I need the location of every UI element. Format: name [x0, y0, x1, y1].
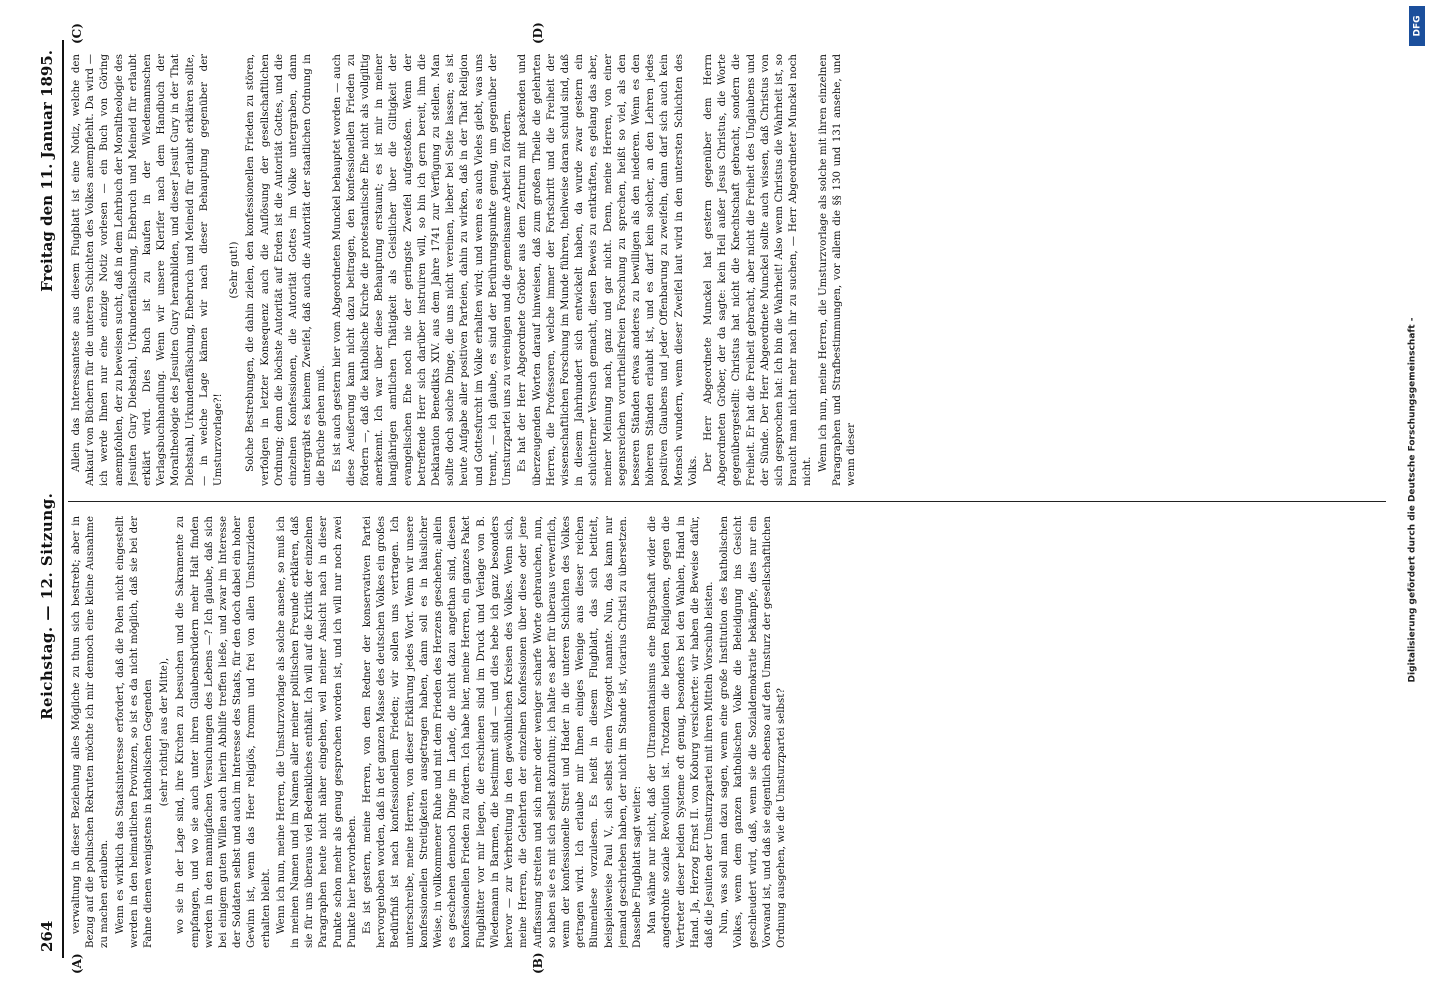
digitization-credit-text: Digitalisierung gefördert durch die Deutsche Forschungsgemeinschaft - — [1407, 317, 1418, 683]
page-number: 264 — [38, 920, 56, 952]
paragraph: Es ist auch gestern hier vom Abgeordneten Munckel behauptet worden — auch diese Aeußerung kann nicht dazu beitragen, den konfessionellen Frieden zu fördern —, daß die katholische Kirche die protestantische Ehe nicht als vollgiltig anerkennt. Ich war über diese Behauptung erstaunt; es ist mir in meiner langjährigen amtlichen Thätigkeit als Geistlicher über die Giltigkeit der evangelischen Ehe noch nie der geringste Zweifel aufgestoßen. Wenn der betreffende Herr sich darüber instruiren will, so bin ich gern bereit, ihm die Deklaration Benedikts XIV. aus dem Jahre 1741 zur Verfügung zu stellen. Man sollte doch solche Dinge, die uns nicht vereinen, lieber bei Seite lassen; es ist heute Aufgabe aller positiven Parteien, dahin zu wirken, daß in der That Religion und Gottesfurcht im Volke erhalten wird; und wenn es auch Vieles giebt, was uns trennt, — ich glaube, es sind der Berührungspunkte genug, um gegenüber der Umsturzpartei uns zu vereinigen und die gemeinsame Arbeit zu fördern. — [331, 54, 514, 486]
margin-marker-c: (C) — [70, 23, 84, 44]
paragraph: Wenn ich nun, meine Herren, die Umsturzvorlage als solche ansehe, so muß ich in meinen Namen und im Namen aller meiner politischen Freunde erklären, daß sie für uns überaus viel Bedenkliches enthält. Ich will auf die Kritik der einzelnen Paragraphen heute nicht näher eingehen, weil meiner Ansicht nach in dieser Punkte schon mehr als genug gesprochen worden ist, und ich will nur noch zwei Punkte hier hervorheben. — [275, 516, 358, 948]
paragraph: verwaltung in dieser Beziehung alles Mögliche zu thun sich bestrebt; aber in Bezug auf die polnischen Rekruten möchte ich mir dennoch eine kleine Ausnahme zu machen erlauben. — [71, 516, 111, 948]
rotated-sheet — [26, 20, 1406, 980]
header-rule — [62, 40, 64, 958]
paragraph: Der Herr Abgeordnete Munckel hat gestern gegenüber dem Herrn Abgeordneten Gröber, der da sagte: kein Heil außer Jesus Christus, die Worte gegenübergestellt: Christus hat nicht die Knechtschaft gebracht, sondern die Freiheit. Er hat die Freiheit gebracht, aber nicht die Freiheit des Unglaubens und der Sünde. Der Herr Abgeordnete Munckel sollte auch wissen, daß Christus von sich gesprochen hat: Ich bin die Wahrheit! Also wenn Christus die Wahrheit ist, so braucht man nicht mehr nach ihr zu suchen, — Herr Abgeordneter Munckel noch nicht. — [702, 54, 814, 486]
paragraph: Nun, was soll man dazu sagen, wenn eine große Institution des katholischen Volkes, wenn dem ganzen katholischen Volke die Beleidigung ins Gesicht geschleudert wird, daß, wenn sie die Sozialdemokratie bekämpfe, dies nur ein Vorwand ist, und daß sie eigentlich ebenso auf den Umsturz der gesellschaftlichen Ordnung ausgehen, wie die Umsturzpartei selbst? — [719, 516, 787, 948]
column-divider — [68, 501, 1386, 502]
interjection: (Sehr gut!) — [229, 241, 241, 299]
session-title: Reichstag. — 12. Sitzung. — [38, 492, 56, 720]
paragraph: Wenn ich nun, meine Herren, die Umsturzvorlage als solche mit ihren einzelnen Paragraphen und Strafbestimmungen, vor allem die §§ 130 und 131 ansehe, und wenn dieser — [817, 54, 857, 486]
dfg-logo-text: DFG — [1412, 15, 1423, 37]
page-header — [34, 50, 60, 952]
session-date: Freitag den 11. Januar 1895. — [38, 50, 56, 292]
paragraph: Allein das Interessanteste aus diesem Flugblatt ist eine Notiz, welche den Ankauf von Büchern für die unteren Schichten des Volkes anempfiehlt. Da wird — ich werde Ihnen nur eine einzige Notiz vorlesen — ein Buch von Göring anempfohlen, der zu beweisen sucht, daß in dem Lehrbuch der Moraltheologie des Jesuiten Gury Diebstahl, Urkundenfälschung, Ehebruch und Meineid für erlaubt erklärt wird. Dies Buch ist zu kaufen in der Wiedemannschen Verlagsbuchhandlung. Wenn wir unsere Klerifer nach dem Handbuch der Moraltheologie des Jesuiten Gury heranbilden, und dieser Jesuit Gury in der That Diebstahl, Urkundenfälschung, Ehebruch und Meineid für erlaubt erklären sollte, — in welche Lage kämen wir nach dieser Behauptung gegenüber der Umsturzvorlage?! — [71, 54, 225, 486]
left-column — [70, 516, 1380, 948]
paragraph: Wenn es wirklich das Staatsinteresse erfordert, daß die Polen nicht eingestellt werden in den heimatlichen Provinzen, so ist es da nicht möglich, daß sie bei der Fahne dienen wenigstens in katholischen Gegenden — [114, 516, 155, 948]
paragraph: Solche Bestrebungen, die dahin zielen, den konfessionellen Frieden zu stören, verfolgen in letzter Konsequenz auch die Auflösung der gesellschaftlichen Ordnung; denn die höchste Autorität auf Erden ist die Autorität Gottes, und die einzelnen Konfessionen, die Autorität Gottes im Volke untergraben, dann untergräbt es keinem Zweifel, daß auch die Autorität der staatlichen Ordnung in die Brüche gehen muß. — [245, 54, 328, 486]
paragraph: Es ist gestern, meine Herren, von dem Redner der konservativen Partei hervorgehoben worden, daß in der ganzen Masse des deutschen Volkes ein großes Bedürfniß ist nach konfessionellem Frieden; wir sollen uns vertragen. Ich unterschreibe, meine Herren, von dieser Erklärung jedes Wort. Wenn wir unsere konfessionellen Streitigkeiten ausgetragen haben, dann soll es in häuslicher Weise, in vollkommener Ruhe und mit dem Frieden des Herzens geschehen; allein es geschehen dennoch Dinge im Lande, die nicht dazu angethan sind, diesen konfessionellen Frieden zu fördern. Ich habe hier, meine Herren, ein ganzes Paket Flugblätter vor mir liegen, die erschienen sind im Druck und Verlage von B. Wiedemann in Barmen, die bestimmt sind — und dies hebe ich ganz besonders hervor — zur Verbreitung in den gewöhnlichen Kreisen des Volkes. Wenn sich, meine Herren, die Gelehrten der einzelnen Konfessionen über diese oder jene Auffassung streiten und sich mehr oder weniger scharfe Worte gebrauchen, nun, so haben sie es mit sich selbst abzuthun; ich halte es aber für überaus verwerflich, wenn der konfessionelle Streit und Hader in die unteren Schichten des Volkes getragen wird. Ich erlaube mir Ihnen einiges Wenige aus dieser reichen Blumenlese vorzulesen. Es heißt in diesem Flugblatt, das sich betitelt, beispielsweise Paul V., sich selbst einen Vizegott nannte. Nun, das kann nur jemand geschrieben haben, der nicht im Stande ist, vicarius Christi zu übersetzen. Dasselbe Flugblatt sagt weiter: — [362, 516, 643, 948]
interjection: (sehr richtig! aus der Mitte), — [159, 657, 171, 807]
paragraph: wo sie in der Lage sind, ihre Kirchen zu besuchen und die Sakramente zu empfangen, und wo sie auch unter ihren Glaubensbrüdern mehr Halt finden werden in den mannigfachen Versuchungen des Lebens —? Ich glaube, daß sich bei einigem guten Willen auch hierin Abhilfe treffen ließe, und zwar im Interesse der Soldaten selbst und auch im Interesse des Staats, für den doch dabei ein hoher Gewinn ist, wenn das Heer religiös, fromm und frei von allen Umsturzideen erhalten bleibt. — [175, 516, 272, 948]
margin-marker-b: (B) — [531, 952, 545, 974]
right-column — [70, 54, 1380, 486]
margin-marker-a: (A) — [70, 953, 84, 974]
margin-marker-d: (D) — [531, 22, 545, 44]
paragraph: Es hat der Herr Abgeordnete Gröber aus dem Zentrum mit packenden und überzeugenden Worten darauf hinweisen, daß zum großen Theile die gelehrten Herren, die Professoren, welche immer der Fortschritt und die Freiheit der wissenschaftlichen Forschung im Munde führen, theilweise daran schuld sind, daß in diesem Jahrhundert sich entwickelt haben, da wurde zwar gestern ein schüchterner Versuch gemacht, diesen Beweis zu entkräften, es gelang das aber, meiner Meinung nach, ganz und gar nicht. Denn, meine Herren, von einer segensreichen vorurtheilsfreien Forschung zu sprechen, heißt so viel, als den besseren Ständen etwas anderes zu bewilligen als den niederen. Wenn es den höheren Ständen erlaubt ist, und es darf kein solcher, an den Lehren jedes positiven Glaubens und jeder Offenbarung zu zweifeln, dann darf sich auch kein Mensch wundern, wenn dieser Zweifel laut wird in den untersten Schichten des Volks. — [517, 54, 699, 486]
digitization-credit — [1400, 30, 1424, 970]
quoted-paragraph: Man wähne nur nicht, daß der Ultramontanismus eine Bürgschaft wider die angedrohte soziale Revolution ist. Trotzdem die beiden Religionen, gegen die Vertreter dieser beiden Systeme oft genug, besonders bei den Wahlen, Hand in Hand. Ja, Herzog Ernst II. von Koburg versicherte: wir haben die Beweise dafür, daß die Jesuiten der Umsturzpartei mit ihren Mitteln Vorschub leisten. — [647, 516, 715, 948]
